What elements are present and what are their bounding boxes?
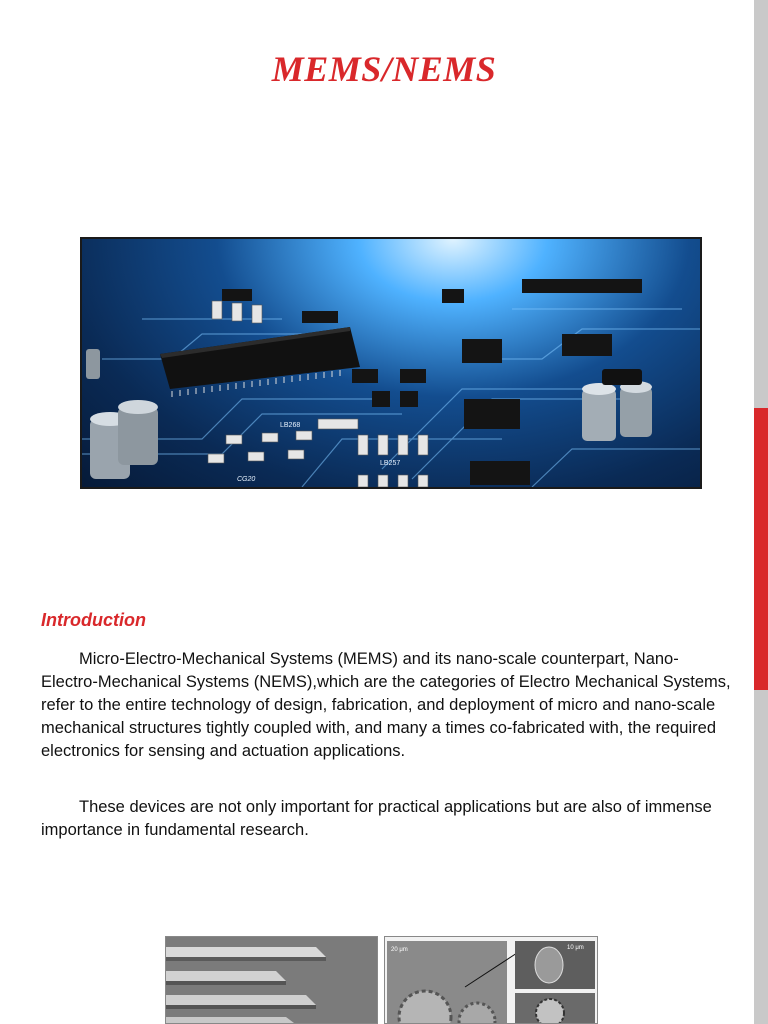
- micro-gears-illustration: [385, 937, 597, 1023]
- scale-label-right: 20 μm: [391, 947, 408, 953]
- right-edge-strip: [754, 0, 768, 1024]
- intro-paragraph-2: These devices are not only important for practical applications but are also of immense importance in fundamental research.: [41, 798, 712, 839]
- board-label-lb257: LB257: [380, 460, 401, 467]
- page-title: MEMS/NEMS: [271, 49, 497, 89]
- cantilever-beams-illustration: [166, 937, 377, 1023]
- sem-micro-gears-image: [384, 936, 598, 1024]
- introduction-heading: Introduction: [41, 610, 146, 630]
- circuit-board-illustration: [82, 239, 700, 487]
- scale-label-top: 10 μm: [567, 945, 584, 951]
- board-label-lb268: LB268: [280, 422, 301, 429]
- circuit-board-image: [80, 237, 702, 489]
- right-edge-accent: [754, 408, 768, 690]
- sem-cantilever-image: [165, 936, 378, 1024]
- intro-paragraph-1: Micro-Electro-Mechanical Systems (MEMS) and its nano-scale counterpart, Nano-Electro-Mechanical Systems (NEMS),which are the categories of Electro Mechanical Systems, refer to the entire technology of design, fabrication, and deployment of micro and nano-scale mechanical structures tightly coupled with, and many a times co-fabricated with, the required electronics for sensing and actuation applications.: [41, 650, 731, 760]
- board-label-cg20: CG20: [237, 476, 256, 483]
